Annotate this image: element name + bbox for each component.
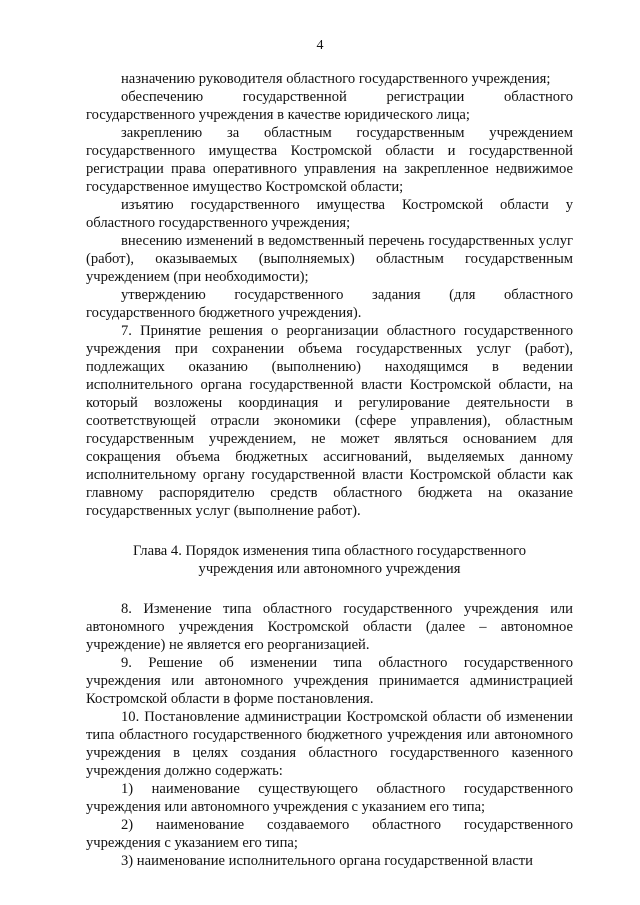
paragraph: утверждению государственного задания (для областного государственного бюджетного учреждения). [86, 287, 573, 321]
paragraph: 8. Изменение типа областного государственного учреждения или автономного учреждения Костромской области (далее – автономное учреждение) не является его реорганизацией. [86, 601, 573, 653]
paragraph: 1) наименование существующего областного государственного учреждения или автономного учреждения с указанием его типа; [86, 781, 573, 815]
page-number: 4 [316, 38, 324, 53]
paragraph: 10. Постановление администрации Костромской области об изменении типа областного государственного бюджетного учреждения или автономного учреждения в целях создания областного государственного казенного учреждения должно содержать: [86, 709, 573, 779]
paragraph: 7. Принятие решения о реорганизации областного государственного учреждения при сохранении объема государственных услуг (работ), подлежащих оказанию (выполнению) находящимся в ведении исполнительного органа государственной власти Костромской области, на который возложены координация и регулирование деятельности в соответствующей отрасли экономики (сфере управления), областным государственным учреждением, не может являться основанием для сокращения объема бюджетных ассигнований, выделяемых данному исполнительному органу государственной власти Костромской области как главному распорядителю средств областного бюджета на оказание государственных услуг (выполнение работ). [86, 323, 573, 519]
paragraph: 3) наименование исполнительного органа государственной власти [121, 853, 533, 869]
paragraph: 2) наименование создаваемого областного государственного учреждения с указанием его типа; [86, 817, 573, 851]
paragraph: внесению изменений в ведомственный перечень государственных услуг (работ), оказываемых (выполняемых) областным государственным учреждением (при необходимости); [86, 233, 573, 285]
chapter-heading [86, 542, 573, 578]
paragraph: изъятию государственного имущества Костромской области у областного государственного учреждения; [86, 197, 573, 231]
paragraph: закреплению за областным государственным учреждением государственного имущества Костромской области и государственной регистрации права оперативного управления на закрепленное недвижимое государственное имущество Костромской области; [86, 125, 573, 195]
chapter-heading-line: Глава 4. Порядок изменения типа областного государственного [132, 543, 527, 559]
paragraph: 9. Решение об изменении типа областного государственного учреждения или автономного учреждения принимается администрацией Костромской области в форме постановления. [86, 655, 573, 707]
chapter-heading-line: учреждения или автономного учреждения [198, 561, 461, 577]
document-body [86, 70, 573, 870]
paragraph: назначению руководителя областного государственного учреждения; [121, 71, 551, 87]
paragraph: обеспечению государственной регистрации областного государственного учреждения в качестве юридического лица; [86, 89, 573, 123]
